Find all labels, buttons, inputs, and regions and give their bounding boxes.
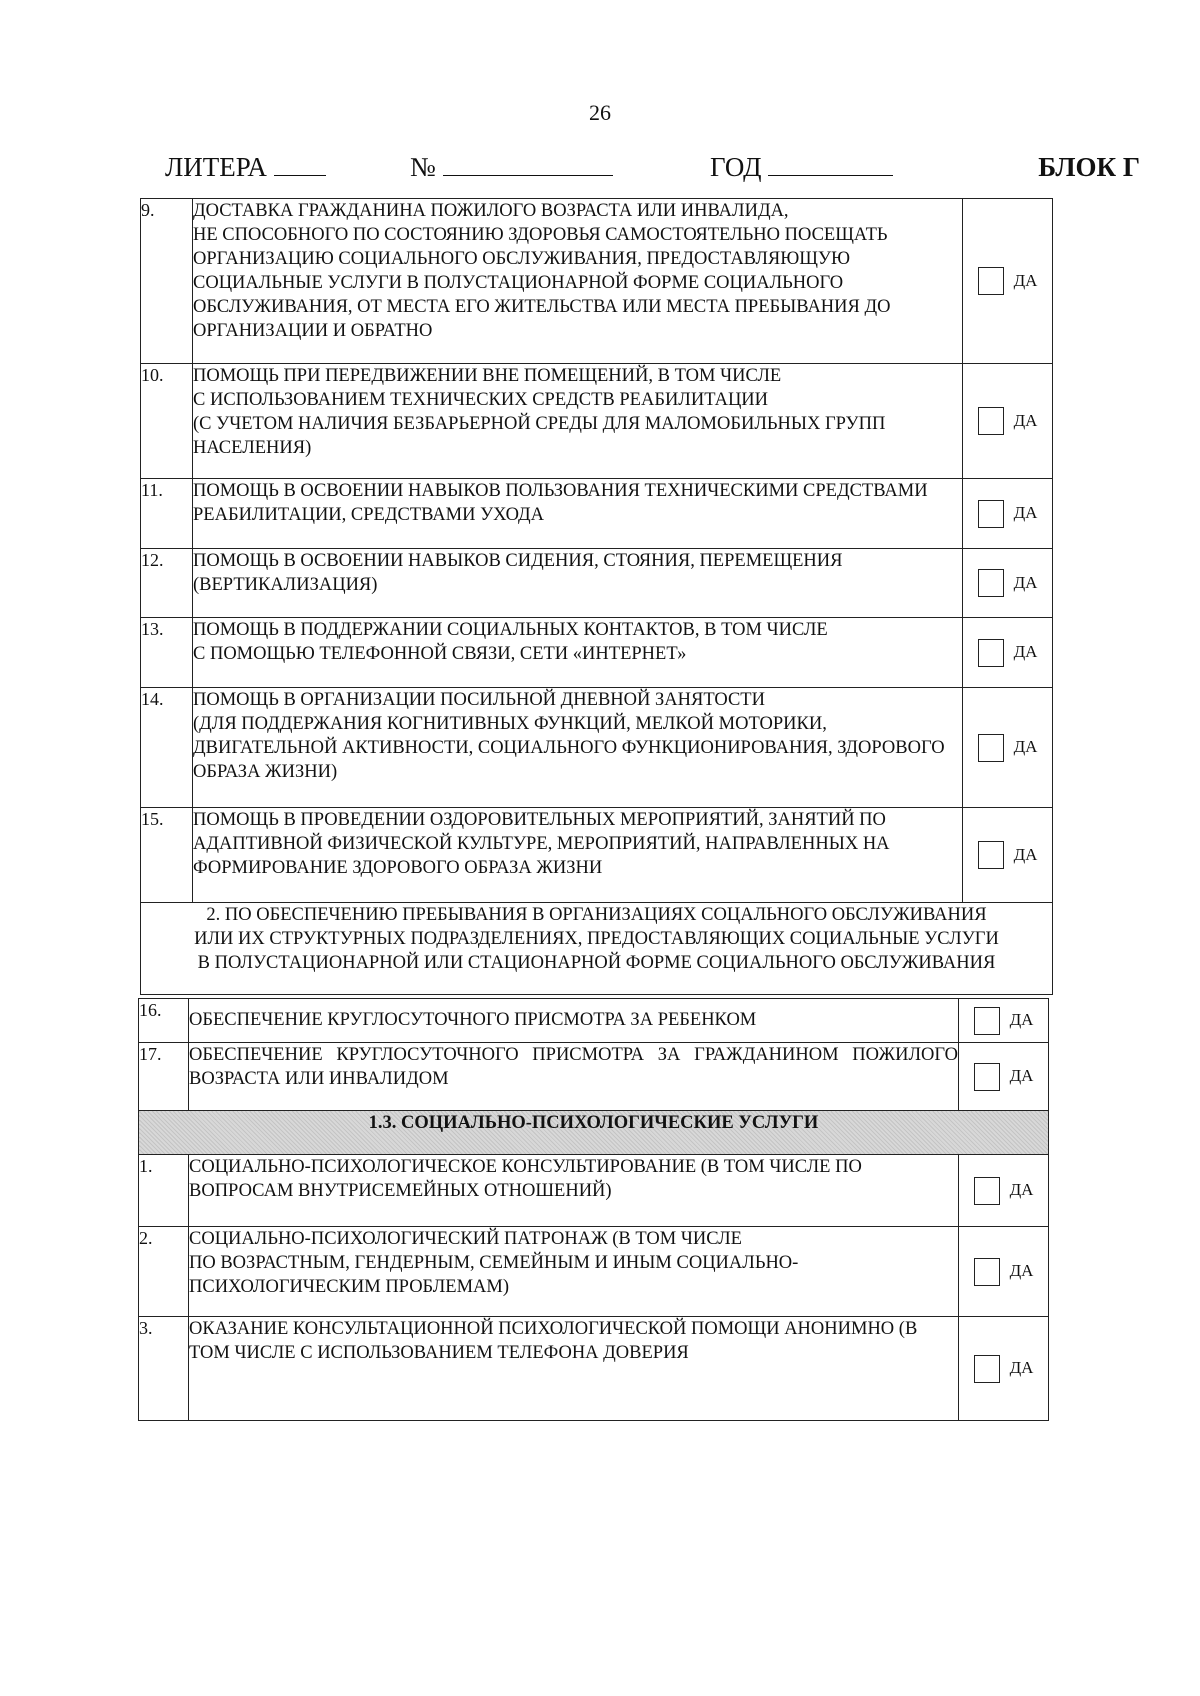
row-text-line: ПОМОЩЬ В ОСВОЕНИИ НАВЫКОВ СИДЕНИЯ, СТОЯНИЯ, ПЕРЕМЕЩЕНИЯ [193,551,843,571]
row-text-line: НЕ СПОСОБНОГО ПО СОСТОЯНИЮ ЗДОРОВЬЯ САМОСТОЯТЕЛЬНО ПОСЕЩАТЬ [193,225,888,246]
yes-label: ДА [1013,642,1038,662]
row-option-cell [963,479,1053,549]
yes-checkbox[interactable] [978,267,1004,295]
yes-label: ДА [1009,1358,1034,1378]
row-text-line: ОКАЗАНИЕ КОНСУЛЬТАЦИОННОЙ ПСИХОЛОГИЧЕСКОЙ ПОМОЩИ АНОНИМНО (В [189,1319,918,1339]
yes-label: ДА [1013,410,1038,430]
row-text-line: НАСЕЛЕНИЯ) [193,438,312,459]
row-option-cell [959,1155,1049,1227]
row-number: 16. [139,999,189,1043]
row-text-line: ДВИГАТЕЛЬНОЙ АКТИВНОСТИ, СОЦИАЛЬНОГО ФУНКЦИОНИРОВАНИЯ, ЗДОРОВОГО [193,738,945,759]
row-text-line: РЕАБИЛИТАЦИИ, СРЕДСТВАМИ УХОДА [193,505,545,526]
row-text-line: ТОМ ЧИСЛЕ С ИСПОЛЬЗОВАНИЕМ ТЕЛЕФОНА ДОВЕРИЯ [189,1343,689,1364]
form-header [165,152,1140,192]
table-row [141,688,1053,808]
row-number: 13. [141,618,193,688]
row-option-cell [963,808,1053,903]
section-title-line: 2. ПО ОБЕСПЕЧЕНИЮ ПРЕБЫВАНИЯ В ОРГАНИЗАЦИЯХ СОЦАЛЬНОГО ОБСЛУЖИВАНИЯ [206,905,987,925]
yes-label: ДА [1013,572,1038,592]
table-row [139,1043,1049,1111]
yes-checkbox[interactable] [978,500,1004,528]
row-option-cell [959,1317,1049,1421]
yes-label: ДА [1013,270,1038,290]
row-option-cell [963,549,1053,618]
row-text [193,549,963,618]
yes-checkbox[interactable] [974,1258,1000,1286]
row-text-line: ПОМОЩЬ В ПОДДЕРЖАНИИ СОЦИАЛЬНЫХ КОНТАКТОВ, В ТОМ ЧИСЛЕ [193,620,828,640]
row-option-cell [963,364,1053,479]
row-text-line: ПО ВОЗРАСТНЫМ, ГЕНДЕРНЫМ, СЕМЕЙНЫМ И ИНЫМ СОЦИАЛЬНО- [189,1253,799,1274]
row-option-cell [959,1043,1049,1111]
yes-label: ДА [1009,1180,1034,1200]
row-text-line: (С УЧЕТОМ НАЛИЧИЯ БЕЗБАРЬЕРНОЙ СРЕДЫ ДЛЯ МАЛОМОБИЛЬНЫХ ГРУПП [193,414,886,435]
row-text-line: ФОРМИРОВАНИЕ ЗДОРОВОГО ОБРАЗА ЖИЗНИ [193,858,603,879]
row-text-line: СОЦИАЛЬНО-ПСИХОЛОГИЧЕСКИЙ ПАТРОНАЖ (В ТОМ ЧИСЛЕ [189,1229,742,1249]
yes-label: ДА [1013,503,1038,523]
row-text [193,479,963,549]
row-number: 15. [141,808,193,903]
litera-field [165,152,326,183]
row-text-line: ПОМОЩЬ В ОСВОЕНИИ НАВЫКОВ ПОЛЬЗОВАНИЯ ТЕХНИЧЕСКИМИ СРЕДСТВАМИ [193,481,928,501]
row-text-line: АДАПТИВНОЙ ФИЗИЧЕСКОЙ КУЛЬТУРЕ, МЕРОПРИЯТИЙ, НАПРАВЛЕННЫХ НА [193,834,890,855]
row-number: 3. [139,1317,189,1421]
services-table-1 [140,198,1053,995]
page-number: 26 [589,100,611,125]
table-row [141,618,1053,688]
row-option-cell [959,1227,1049,1317]
number-input[interactable] [443,155,613,176]
row-text-line: ПОМОЩЬ В ОРГАНИЗАЦИИ ПОСИЛЬНОЙ ДНЕВНОЙ ЗАНЯТОСТИ [193,690,765,710]
litera-input[interactable] [274,155,326,176]
section-title-line: В ПОЛУСТАЦИОНАРНОЙ ИЛИ СТАЦИОНАРНОЙ ФОРМЕ СОЦИАЛЬНОГО ОБСЛУЖИВАНИЯ [197,953,996,974]
row-option-cell [963,618,1053,688]
yes-checkbox[interactable] [974,1007,1000,1035]
row-option-cell [963,199,1053,364]
row-text-line: ДОСТАВКА ГРАЖДАНИНА ПОЖИЛОГО ВОЗРАСТА ИЛИ ИНВАЛИДА, [193,201,789,221]
number-field [410,152,613,183]
row-text [189,1317,959,1421]
yes-checkbox[interactable] [974,1355,1000,1383]
row-text [193,199,963,364]
row-number: 14. [141,688,193,808]
row-text-line: СОЦИАЛЬНО-ПСИХОЛОГИЧЕСКОЕ КОНСУЛЬТИРОВАНИЕ (В ТОМ ЧИСЛЕ ПО [189,1157,862,1177]
row-text-line: (ДЛЯ ПОДДЕРЖАНИЯ КОГНИТИВНЫХ ФУНКЦИЙ, МЕЛКОЙ МОТОРИКИ, [193,714,827,735]
row-text [189,1227,959,1317]
section-2-title [141,903,1053,995]
section-row [141,903,1053,995]
row-text-line: ОБСЛУЖИВАНИЯ, ОТ МЕСТА ЕГО ЖИТЕЛЬСТВА ИЛИ МЕСТА ПРЕБЫВАНИЯ ДО [193,297,891,318]
table-row [139,1155,1049,1227]
section-title-line: ИЛИ ИХ СТРУКТУРНЫХ ПОДРАЗДЕЛЕНИЯХ, ПРЕДОСТАВЛЯЮЩИХ СОЦИАЛЬНЫЕ УСЛУГИ [194,929,999,950]
row-number: 10. [141,364,193,479]
yes-checkbox[interactable] [978,569,1004,597]
row-text-line: С ПОМОЩЬЮ ТЕЛЕФОННОЙ СВЯЗИ, СЕТИ «ИНТЕРНЕТ» [193,644,687,665]
row-text [193,618,963,688]
row-text-line: ВОПРОСАМ ВНУТРИСЕМЕЙНЫХ ОТНОШЕНИЙ) [189,1181,612,1202]
row-text-line: ПОМОЩЬ В ПРОВЕДЕНИИ ОЗДОРОВИТЕЛЬНЫХ МЕРОПРИЯТИЙ, ЗАНЯТИЙ ПО [193,810,886,830]
row-text-line: ОБРАЗА ЖИЗНИ) [193,762,338,783]
section-1-3-title: 1.3. СОЦИАЛЬНО-ПСИХОЛОГИЧЕСКИЕ УСЛУГИ [139,1111,1049,1155]
yes-checkbox[interactable] [978,734,1004,762]
row-text [193,364,963,479]
litera-label: ЛИТЕРА [165,152,267,182]
row-text-line: С ИСПОЛЬЗОВАНИЕМ ТЕХНИЧЕСКИХ СРЕДСТВ РЕАБИЛИТАЦИИ [193,390,769,411]
table-row [139,999,1049,1043]
row-number: 17. [139,1043,189,1111]
yes-checkbox[interactable] [978,841,1004,869]
table-row [141,808,1053,903]
table-row [141,364,1053,479]
table-row [141,199,1053,364]
row-text-line: ПОМОЩЬ ПРИ ПЕРЕДВИЖЕНИИ ВНЕ ПОМЕЩЕНИЙ, В ТОМ ЧИСЛЕ [193,366,782,386]
block-label: БЛОК Г [1038,152,1140,182]
table-row [139,1227,1049,1317]
number-label: № [410,152,436,182]
table-row [139,1317,1049,1421]
row-text-line: ПСИХОЛОГИЧЕСКИМ ПРОБЛЕМАМ) [189,1277,509,1298]
yes-label: ДА [1009,1261,1034,1281]
yes-checkbox[interactable] [974,1063,1000,1091]
yes-label: ДА [1013,737,1038,757]
section-row [139,1111,1049,1155]
row-number: 2. [139,1227,189,1317]
yes-label: ДА [1009,1066,1034,1086]
row-text-line: СОЦИАЛЬНЫЕ УСЛУГИ В ПОЛУСТАЦИОНАРНОЙ ФОРМЕ СОЦИАЛЬНОГО [193,273,844,294]
row-text [189,1155,959,1227]
row-number: 11. [141,479,193,549]
row-text-line: (ВЕРТИКАЛИЗАЦИЯ) [193,575,378,596]
year-field [710,152,893,183]
yes-label: ДА [1013,844,1038,864]
row-number: 9. [141,199,193,364]
row-number: 12. [141,549,193,618]
row-text [193,808,963,903]
row-option-cell [963,688,1053,808]
year-label: ГОД [710,152,762,182]
row-option-cell [959,999,1049,1043]
row-text [193,688,963,808]
services-table-2 [138,998,1049,1421]
yes-checkbox[interactable] [978,407,1004,435]
row-text-line: ОРГАНИЗАЦИИ И ОБРАТНО [193,321,433,342]
row-number: 1. [139,1155,189,1227]
row-text: ОБЕСПЕЧЕНИЕ КРУГЛОСУТОЧНОГО ПРИСМОТРА ЗА ГРАЖДАНИНОМ ПОЖИЛОГО ВОЗРАСТА ИЛИ ИНВАЛИДОМ [189,1043,959,1111]
table-row [141,479,1053,549]
year-input[interactable] [768,155,893,176]
yes-label: ДА [1009,1010,1034,1030]
row-text: ОБЕСПЕЧЕНИЕ КРУГЛОСУТОЧНОГО ПРИСМОТРА ЗА РЕБЕНКОМ [189,999,959,1043]
yes-checkbox[interactable] [978,639,1004,667]
row-text-line: ОРГАНИЗАЦИЮ СОЦИАЛЬНОГО ОБСЛУЖИВАНИЯ, ПРЕДОСТАВЛЯЮЩУЮ [193,249,850,270]
yes-checkbox[interactable] [974,1177,1000,1205]
table-row [141,549,1053,618]
